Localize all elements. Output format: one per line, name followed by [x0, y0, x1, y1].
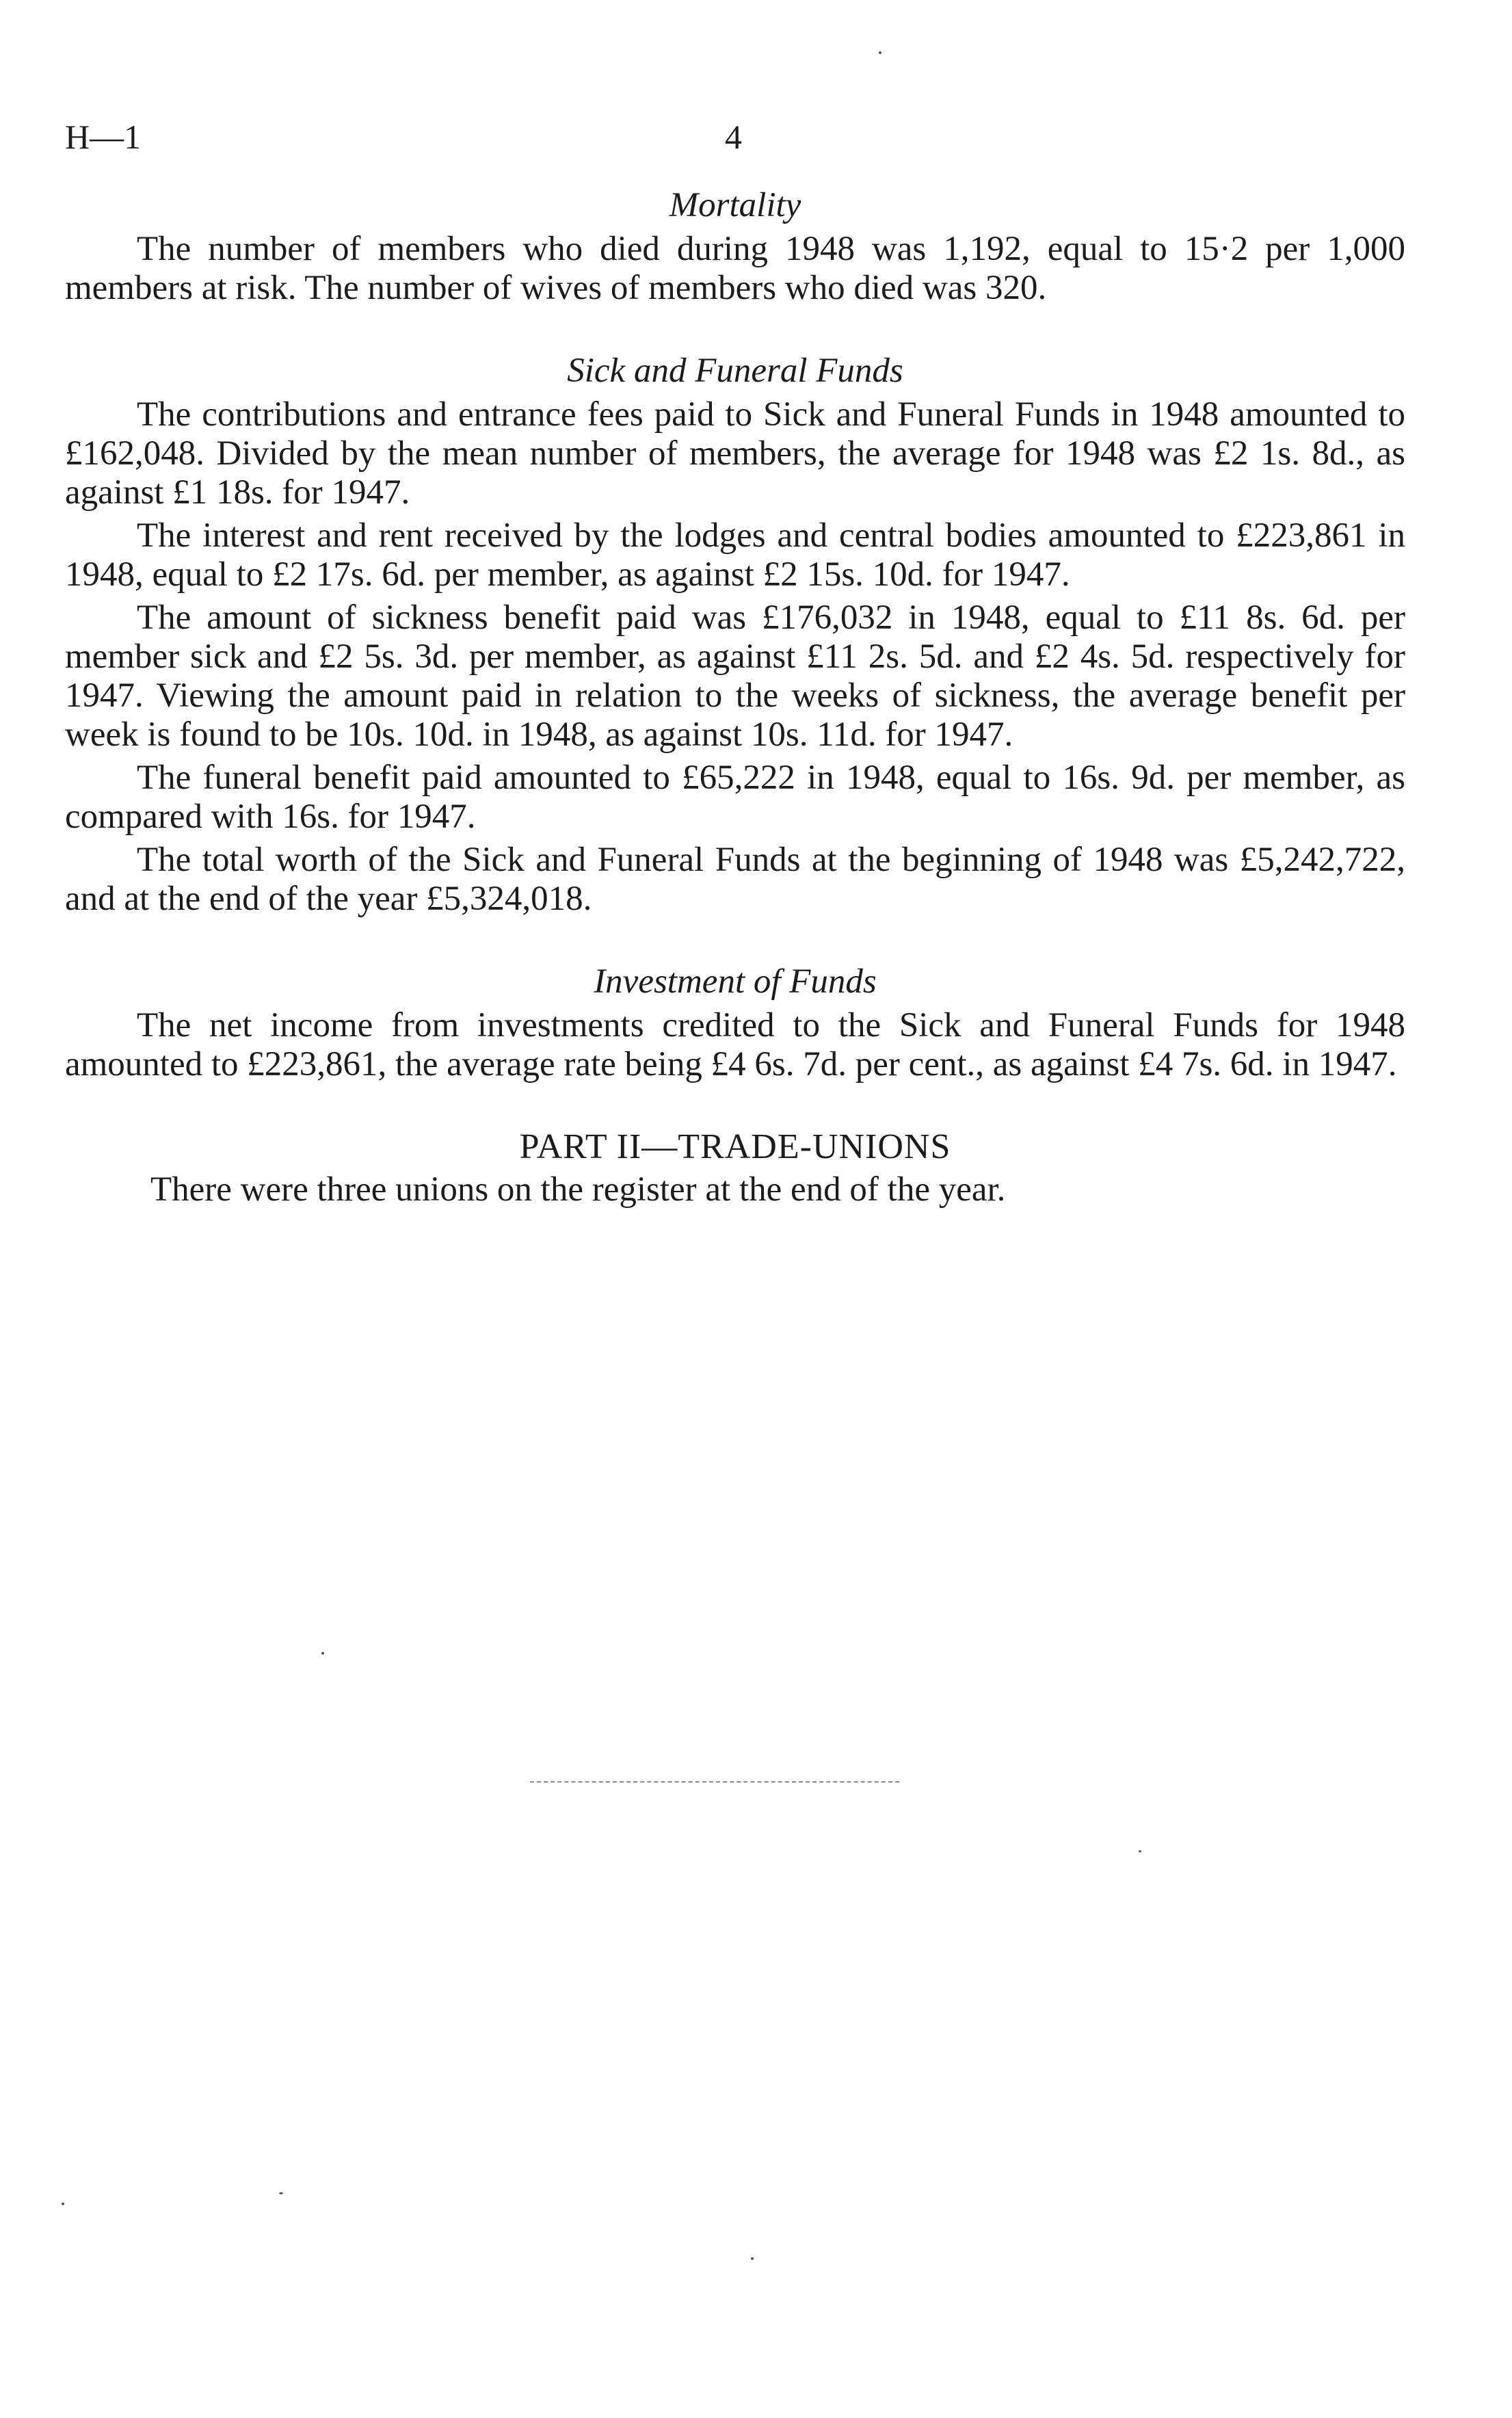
paragraph: The net income from investments credited to the Sick and Funeral Funds for 1948 amounted to £223,861, the average rate being £4 6s. 7d. per cent., as against £4 7s. 6d. in 1947.	[65, 1006, 1405, 1083]
paragraph: The total worth of the Sick and Funeral Funds at the beginning of 1948 was £5,242,722, and at the end of the year £5,324,018.	[65, 841, 1405, 918]
section-heading: Investment of Funds	[594, 962, 877, 1001]
scan-speck	[751, 2257, 754, 2260]
paragraph: The amount of sickness benefit paid was £176,032 in 1948, equal to £11 8s. 6d. per member sick and £2 5s. 3d. per member, as against £11 2s. 5d. and £2 4s. 5d. respectively for 1947. Viewing the amount paid in relation to the weeks of sickness, the average benefit per week is found to be 10s. 10d. in 1948, as against 10s. 11d. for 1947.	[65, 599, 1405, 754]
section-investment-of-funds	[65, 961, 1405, 1084]
paragraph: The interest and rent received by the lodges and central bodies amounted to £223,861 in 1948, equal to £2 17s. 6d. per member, as against £2 15s. 10d. for 1947.	[65, 516, 1405, 594]
scan-speck	[62, 2203, 64, 2205]
scan-speck	[879, 51, 881, 54]
paragraph: The funeral benefit paid amounted to £65,222 in 1948, equal to 16s. 9d. per member, as compared with 16s. for 1947.	[65, 759, 1405, 836]
part-text: There were three unions on the register at the end of the year.	[150, 1170, 1006, 1209]
body-text	[65, 185, 1405, 1209]
scan-speck	[279, 2192, 283, 2194]
scan-speck	[1139, 1850, 1141, 1852]
section-mortality	[65, 185, 1405, 308]
paragraph: The contributions and entrance fees paid to Sick and Funeral Funds in 1948 amounted to £162,048. Divided by the mean number of members, the average for 1948 was £2 1s. 8d., as against £1 18s. for 1947.	[65, 395, 1405, 512]
section-heading: Mortality	[669, 186, 801, 224]
paragraph: The number of members who died during 1948 was 1,192, equal to 15·2 per 1,000 members at risk. The number of wives of members who died was 320.	[65, 230, 1405, 307]
scan-speck	[321, 1652, 324, 1655]
page-header	[65, 109, 1426, 164]
section-heading: Sick and Funeral Funds	[567, 352, 903, 390]
part-heading: PART II—TRADE-UNIONS	[519, 1127, 951, 1166]
document-reference: H—1	[65, 118, 142, 156]
part-two-trade-unions	[65, 1127, 1405, 1209]
page-number: 4	[725, 118, 742, 156]
section-sick-and-funeral-funds	[65, 350, 1405, 919]
end-rule	[530, 1781, 899, 1783]
